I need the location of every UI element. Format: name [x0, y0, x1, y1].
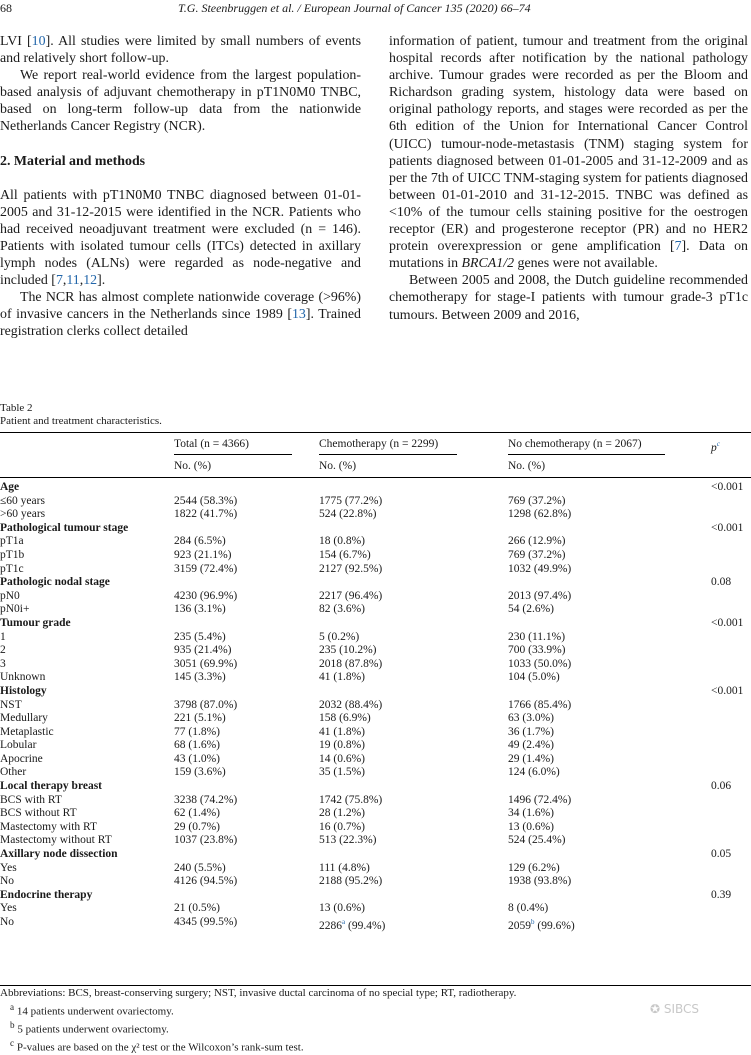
- header-underline: [508, 454, 665, 455]
- cell-chemotherapy: 235 (10.2%): [319, 644, 377, 657]
- abbreviations: Abbreviations: BCS, breast-conserving surgery; NST, invasive ductal carcinoma of no special type; RT, radiotherapy.: [0, 987, 517, 999]
- reference-link[interactable]: 10: [31, 34, 46, 49]
- row-label: No: [0, 916, 15, 928]
- row-label: pN0: [0, 589, 20, 602]
- table-label: Table 2: [0, 402, 33, 414]
- cell-p-value: 0.08: [711, 576, 732, 589]
- table-row: [0, 821, 751, 835]
- table-row: [0, 916, 751, 930]
- table-body: [0, 481, 751, 930]
- cell-total: 221 (5.1%): [174, 712, 226, 725]
- cell-chemotherapy: 41 (1.8%): [319, 725, 365, 738]
- cell-chemotherapy: 2188 (95.2%): [319, 875, 383, 888]
- cell-chemotherapy: 111 (4.8%): [319, 861, 370, 874]
- cell-total: 923 (21.1%): [174, 548, 232, 561]
- cell-chemotherapy: 2018 (87.8%): [319, 657, 383, 670]
- table-group-row: [0, 576, 751, 590]
- group-label: Pathological tumour stage: [0, 521, 129, 534]
- reference-link[interactable]: 7: [674, 239, 682, 255]
- row-label: >60 years: [0, 508, 46, 521]
- row-label: Lobular: [0, 739, 37, 752]
- table-header-rule: [0, 477, 751, 478]
- cell-chemotherapy: 1742 (75.8%): [319, 793, 383, 806]
- row-label: Unknown: [0, 671, 46, 684]
- cell-total: 284 (6.5%): [174, 535, 226, 548]
- row-label: NST: [0, 698, 22, 711]
- page-number: 68: [0, 1, 12, 15]
- cell-no-chemotherapy: 124 (6.0%): [508, 766, 560, 779]
- cell-no-chemotherapy: 49 (2.4%): [508, 739, 554, 752]
- group-label: Histology: [0, 684, 47, 697]
- cell-chemotherapy: 2217 (96.4%): [319, 589, 383, 602]
- table-row: [0, 549, 751, 563]
- table-row: [0, 712, 751, 726]
- cell-chemotherapy: 524 (22.8%): [319, 508, 377, 521]
- cell-p-value: <0.001: [711, 521, 744, 534]
- table-row: [0, 794, 751, 808]
- paragraph: The NCR has almost complete nationwide coverage (>96%) of invasive cancers in the Netherlands since 1989 [13]. Trained registration clerks collect detailed: [0, 290, 361, 340]
- paragraph: LVI [10]. All studies were limited by small numbers of events and relatively short follow-up.: [0, 34, 362, 67]
- table-row: [0, 603, 751, 617]
- cell-no-chemotherapy: 700 (33.9%): [508, 644, 566, 657]
- cell-p-value: <0.001: [711, 481, 744, 493]
- cell-chemotherapy: 28 (1.2%): [319, 807, 365, 820]
- cell-chemotherapy: 19 (0.8%): [319, 739, 365, 752]
- row-label: No: [0, 875, 15, 888]
- cell-total: 3238 (74.2%): [174, 793, 238, 806]
- table-group-row: [0, 889, 751, 903]
- reference-link[interactable]: 13: [291, 307, 306, 323]
- cell-no-chemotherapy: 2059$^b$ (99.6%): [508, 918, 575, 932]
- left-column: [0, 33, 361, 341]
- row-label: pN0i+: [0, 603, 30, 616]
- table-row: [0, 739, 751, 753]
- cell-total: 935 (21.4%): [174, 644, 232, 657]
- cell-total: 235 (5.4%): [174, 630, 226, 643]
- cell-no-chemotherapy: 34 (1.6%): [508, 807, 554, 820]
- cell-total: 3051 (69.9%): [174, 657, 238, 670]
- table-row: [0, 807, 751, 821]
- cell-no-chemotherapy: 1033 (50.0%): [508, 657, 572, 670]
- group-label: Endocrine therapy: [0, 888, 93, 901]
- table-caption: [0, 402, 162, 428]
- cell-total: 4230 (96.9%): [174, 589, 238, 602]
- group-label: Tumour grade: [0, 616, 71, 629]
- table-row: [0, 658, 751, 672]
- running-header: [0, 0, 751, 20]
- footnote: $^a$ 14 patients underwent ovariectomy.: [10, 1001, 174, 1018]
- cell-total: 62 (1.4%): [174, 807, 220, 820]
- cell-p-value: 0.39: [711, 888, 732, 901]
- reference-link[interactable]: 12: [83, 273, 98, 289]
- cell-chemotherapy: 2127 (92.5%): [319, 562, 383, 575]
- table-footnotes: [0, 987, 751, 1055]
- cell-total: 43 (1.0%): [174, 752, 220, 765]
- header-no-chemotherapy: No chemotherapy (n = 2067): [508, 438, 642, 450]
- row-label: 2: [0, 644, 6, 657]
- table-row: [0, 563, 751, 577]
- cell-no-chemotherapy: 769 (37.2%): [508, 548, 566, 561]
- row-label: Mastectomy without RT: [0, 834, 112, 847]
- cell-chemotherapy: 16 (0.7%): [319, 820, 365, 833]
- cell-chemotherapy: 82 (3.6%): [319, 603, 365, 616]
- paragraph: information of patient, tumour and treatment from the original hospital records after notification by the national pathology archive. Tumour grades were recorded as per the Bloom and Richardson grading system, histology data were based on original pathology reports, and stages were recorded as per the 6th edition of the Union for International Cancer Control (UICC) tumour-node-metastasis (TNM) staging system for patients diagnosed between 01-01-2005 and 31-12-2009 and as per the 7th of UICC TNM-staging system for patients diagnosed between 01-01-2010 and 31-12-2015. TNBC was defined as <10% of the tumour cells staining positive for the oestrogen receptor (ER) and progesterone receptor (PR) and no HER2 protein overexpression or gene amplification [7]. Data on mutations in BRCA1/2 genes were not available.: [389, 34, 749, 272]
- row-label: Yes: [0, 861, 17, 874]
- cell-p-value: <0.001: [711, 684, 744, 697]
- row-label: 1: [0, 630, 6, 643]
- table-group-row: [0, 522, 751, 536]
- group-label: Local therapy breast: [0, 780, 103, 793]
- cell-no-chemotherapy: 769 (37.2%): [508, 494, 566, 507]
- table-row: [0, 508, 751, 522]
- cell-total: 145 (3.3%): [174, 671, 226, 684]
- cell-total: 4345 (99.5%): [174, 916, 238, 928]
- cell-no-chemotherapy: 8 (0.4%): [508, 902, 549, 915]
- table-bottom-rule: [0, 985, 751, 986]
- cell-no-chemotherapy: 1766 (85.4%): [508, 698, 572, 711]
- group-label: Pathologic nodal stage: [0, 576, 110, 589]
- cell-total: 3798 (87.0%): [174, 698, 238, 711]
- unit-label: No. (%): [508, 460, 546, 472]
- cell-p-value: 0.06: [711, 780, 732, 793]
- cell-chemotherapy: 5 (0.2%): [319, 630, 360, 643]
- row-label: BCS with RT: [0, 793, 62, 806]
- row-label: Yes: [0, 902, 17, 915]
- row-label: ≤60 years: [0, 494, 45, 507]
- cell-total: 4126 (94.5%): [174, 875, 238, 888]
- row-label: Metaplastic: [0, 725, 54, 738]
- paragraph: We report real-world evidence from the largest population-based analysis of adjuvant chemotherapy in pT1N0M0 TNBC, based on long-term follow-up data from the nationwide Netherlands Cancer Registry (NCR).: [0, 68, 361, 135]
- paragraph: All patients with pT1N0M0 TNBC diagnosed between 01-01-2005 and 31-12-2015 were identified in the NCR. Patients who had received neoadjuvant treatment were excluded (n = 146). Patients with isolated tumour cells (ITCs) detected in axillary lymph nodes (ALNs) were regarded as node-negative and included [7,11,12].: [0, 187, 361, 289]
- row-label: Apocrine: [0, 752, 43, 765]
- row-label: Medullary: [0, 712, 48, 725]
- table-group-row: [0, 780, 751, 794]
- cell-no-chemotherapy: 104 (5.0%): [508, 671, 560, 684]
- cell-chemotherapy: 154 (6.7%): [319, 548, 371, 561]
- cell-chemotherapy: 18 (0.8%): [319, 535, 365, 548]
- table-row: [0, 590, 751, 604]
- cell-total: 3159 (72.4%): [174, 562, 238, 575]
- cell-chemotherapy: 35 (1.5%): [319, 766, 365, 779]
- table-row: [0, 834, 751, 848]
- row-label: pT1a: [0, 535, 24, 548]
- cell-chemotherapy: 513 (22.3%): [319, 834, 377, 847]
- footnote: $^b$ 5 patients underwent ovariectomy.: [10, 1019, 169, 1036]
- cell-total: 136 (3.1%): [174, 603, 226, 616]
- table-group-row: [0, 481, 751, 495]
- table-row: [0, 631, 751, 645]
- header-chemotherapy: Chemotherapy (n = 2299): [319, 438, 439, 450]
- table-group-row: [0, 617, 751, 631]
- table-row: [0, 902, 751, 916]
- cell-no-chemotherapy: 63 (3.0%): [508, 712, 554, 725]
- paragraph: Between 2005 and 2008, the Dutch guideline recommended chemotherapy for stage-I patients with tumour grade-3 pT1c tumours. Between 2009 and 2016,: [389, 273, 748, 323]
- table-row: [0, 862, 751, 876]
- cell-total: 68 (1.6%): [174, 739, 220, 752]
- table-row: [0, 875, 751, 889]
- cell-no-chemotherapy: 13 (0.6%): [508, 820, 554, 833]
- table-group-row: [0, 848, 751, 862]
- table-row: [0, 699, 751, 713]
- unit-label: No. (%): [319, 460, 357, 472]
- row-label: Mastectomy with RT: [0, 820, 98, 833]
- section-heading: 2. Material and methods: [0, 153, 146, 169]
- reference-link[interactable]: 7: [55, 273, 63, 289]
- reference-link[interactable]: 11: [66, 273, 80, 289]
- row-label: pT1c: [0, 562, 24, 575]
- cell-no-chemotherapy: 29 (1.4%): [508, 752, 554, 765]
- cell-total: 1822 (41.7%): [174, 508, 238, 521]
- cell-chemotherapy: 1775 (77.2%): [319, 494, 383, 507]
- cell-chemotherapy: 13 (0.6%): [319, 902, 365, 915]
- cell-chemotherapy: 14 (0.6%): [319, 752, 365, 765]
- cell-no-chemotherapy: 524 (25.4%): [508, 834, 566, 847]
- footnote: $^c$ P-values are based on the χ² test or the Wilcoxon’s rank-sum test.: [10, 1038, 304, 1054]
- cell-total: 29 (0.7%): [174, 820, 220, 833]
- cell-no-chemotherapy: 1032 (49.9%): [508, 562, 572, 575]
- cell-no-chemotherapy: 1938 (93.8%): [508, 875, 572, 888]
- cell-total: 77 (1.8%): [174, 725, 220, 738]
- cell-chemotherapy: 2032 (88.4%): [319, 698, 383, 711]
- cell-total: 240 (5.5%): [174, 861, 226, 874]
- table-row: [0, 726, 751, 740]
- right-column: [389, 33, 748, 324]
- table-row: [0, 753, 751, 767]
- table-group-row: [0, 685, 751, 699]
- cell-no-chemotherapy: 266 (12.9%): [508, 535, 566, 548]
- header-total: Total (n = 4366): [174, 438, 249, 450]
- group-label: Age: [0, 481, 20, 493]
- row-label: pT1b: [0, 548, 25, 561]
- row-label: BCS without RT: [0, 807, 77, 820]
- table-row: [0, 766, 751, 780]
- unit-label: No. (%): [174, 460, 212, 472]
- cell-no-chemotherapy: 129 (6.2%): [508, 861, 560, 874]
- cell-total: 159 (3.6%): [174, 766, 226, 779]
- cell-no-chemotherapy: 54 (2.6%): [508, 603, 554, 616]
- cell-no-chemotherapy: 36 (1.7%): [508, 725, 554, 738]
- table-top-rule: [0, 432, 751, 433]
- row-label: 3: [0, 657, 6, 670]
- table-row: [0, 535, 751, 549]
- journal-citation: T.G. Steenbruggen et al. / European Journal of Cancer 135 (2020) 66–74: [178, 1, 531, 15]
- cell-no-chemotherapy: 230 (11.1%): [508, 630, 566, 643]
- cell-total: 21 (0.5%): [174, 902, 220, 915]
- cell-no-chemotherapy: 1496 (72.4%): [508, 793, 572, 806]
- header-p-value: p$^c$: [711, 440, 720, 454]
- table-row: [0, 495, 751, 509]
- cell-total: 2544 (58.3%): [174, 494, 238, 507]
- cell-chemotherapy: 2286$^a$ (99.4%): [319, 918, 386, 932]
- watermark: ✪ SIBCS: [650, 1002, 700, 1016]
- cell-p-value: 0.05: [711, 848, 732, 861]
- cell-no-chemotherapy: 1298 (62.8%): [508, 508, 572, 521]
- cell-total: 1037 (23.8%): [174, 834, 238, 847]
- cell-no-chemotherapy: 2013 (97.4%): [508, 589, 572, 602]
- row-label: Other: [0, 766, 27, 779]
- header-underline: [174, 454, 292, 455]
- cell-chemotherapy: 158 (6.9%): [319, 712, 371, 725]
- cell-chemotherapy: 41 (1.8%): [319, 671, 365, 684]
- table-row: [0, 671, 751, 685]
- table-title: Patient and treatment characteristics.: [0, 415, 162, 427]
- table-row: [0, 644, 751, 658]
- group-label: Axillary node dissection: [0, 848, 118, 861]
- cell-p-value: <0.001: [711, 616, 744, 629]
- header-underline: [319, 454, 457, 455]
